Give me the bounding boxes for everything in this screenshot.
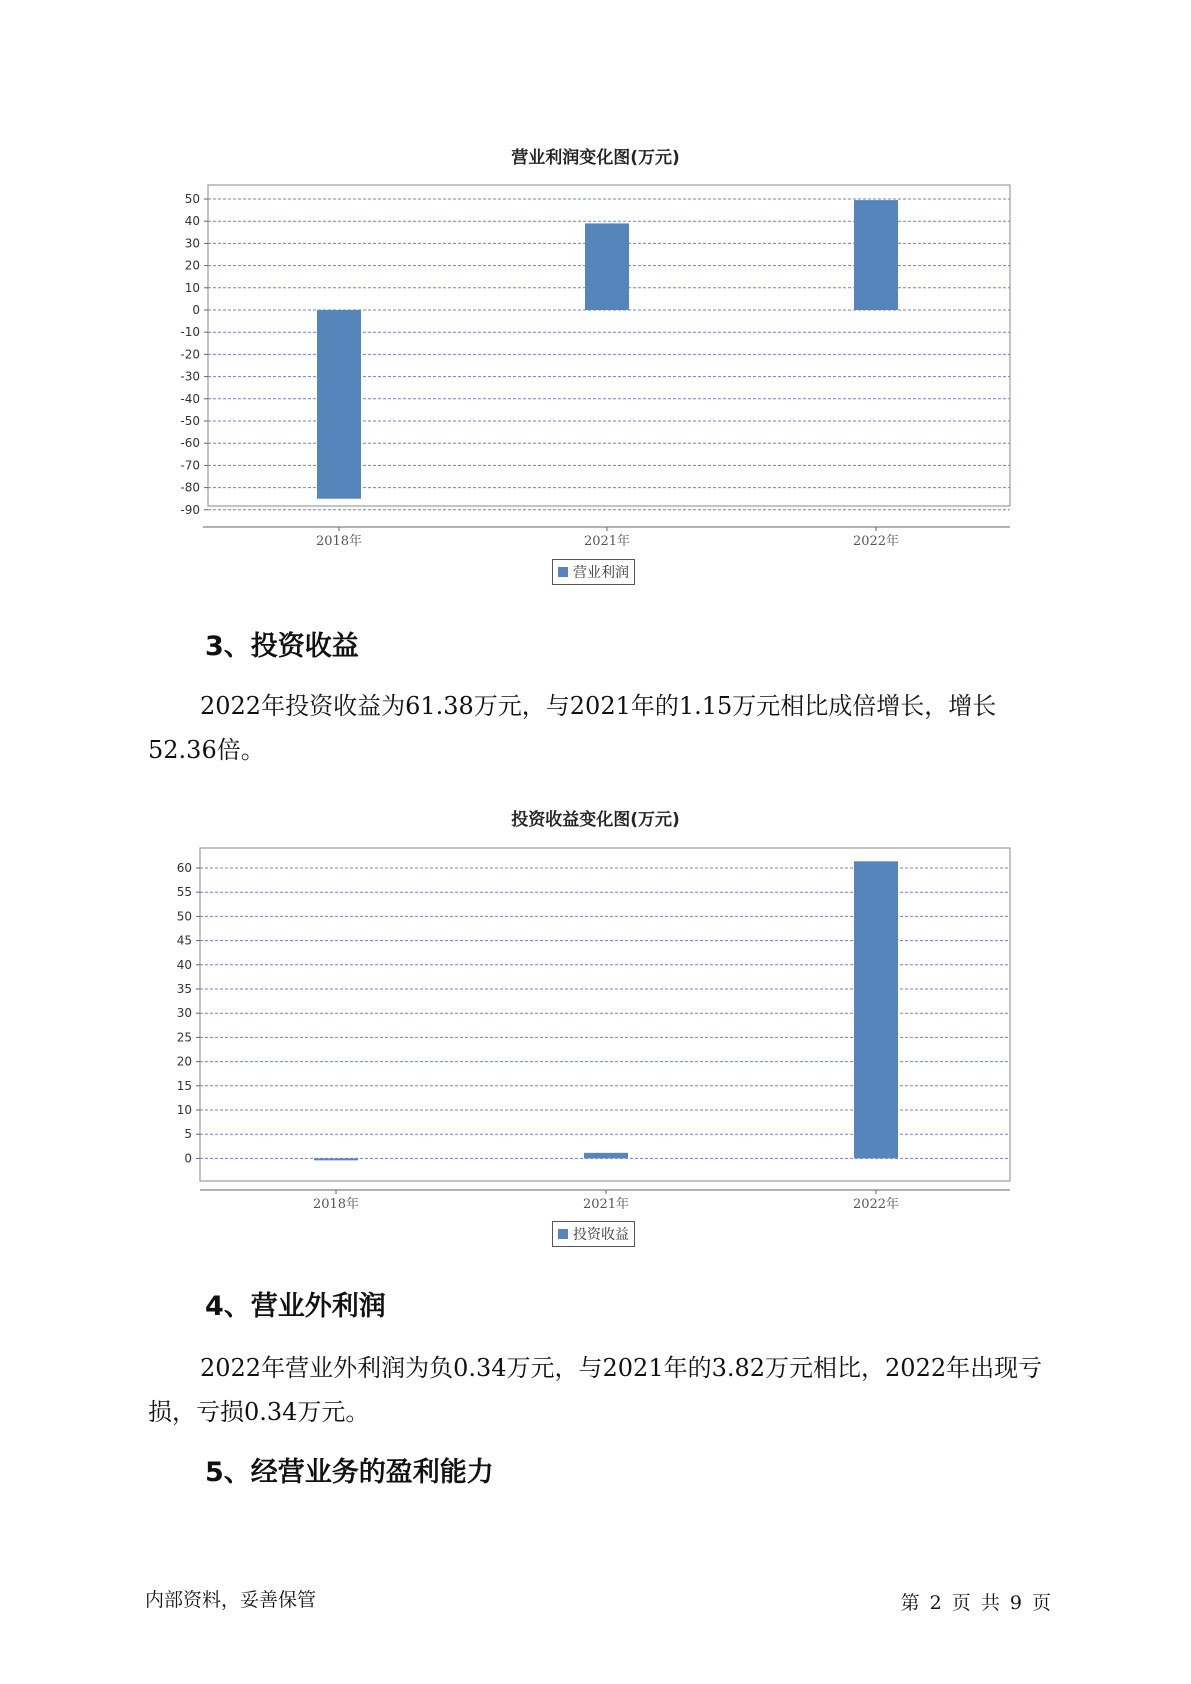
- footer-confidential-note: 内部资料，妥善保管: [145, 1589, 317, 1611]
- bar: [314, 1158, 358, 1160]
- legend-label: 投资收益: [573, 1227, 629, 1243]
- y-tick-label: 0: [184, 1151, 192, 1166]
- investment-income-chart: [0, 840, 1191, 1230]
- bar: [584, 1153, 628, 1159]
- y-tick-label: -60: [180, 436, 200, 451]
- y-tick-label: -80: [180, 480, 200, 495]
- x-tick-label: 2021年: [583, 534, 631, 549]
- footer-page-number: 第 2 页 共 9 页: [900, 1592, 1051, 1614]
- y-tick-label: 30: [176, 1006, 192, 1021]
- bar: [317, 310, 361, 499]
- bar: [854, 200, 898, 310]
- y-tick-label: 45: [176, 933, 192, 948]
- x-tick-label: 2018年: [315, 534, 363, 549]
- y-tick-label: 55: [176, 885, 192, 900]
- y-tick-label: -90: [180, 502, 200, 517]
- bar: [854, 861, 898, 1158]
- y-tick-label: 50: [176, 909, 192, 924]
- y-tick-label: 25: [176, 1030, 192, 1045]
- y-tick-label: -20: [180, 347, 200, 362]
- y-tick-label: -50: [180, 414, 200, 428]
- y-tick-label: -40: [180, 391, 200, 406]
- y-tick-label: -10: [180, 325, 200, 340]
- x-tick-label: 2022年: [852, 534, 900, 549]
- x-tick-label: 2022年: [852, 1197, 900, 1212]
- section-paragraph: 2022年投资收益为61.38万元，与2021年的1.15万元相比成倍增长，增长52.36倍。: [148, 692, 997, 764]
- y-tick-label: 40: [176, 957, 192, 972]
- legend-swatch: [558, 1229, 568, 1239]
- chart-legend: [552, 559, 635, 585]
- section-heading: 4、营业外利润: [205, 1291, 386, 1322]
- y-tick-label: 10: [184, 280, 200, 295]
- y-tick-label: 50: [184, 192, 200, 206]
- x-tick-label: 2018年: [312, 1197, 360, 1212]
- y-tick-label: 20: [184, 258, 200, 273]
- operating-profit-chart: [0, 175, 1191, 595]
- legend-label: 营业利润: [573, 565, 629, 581]
- y-tick-label: 5: [184, 1127, 192, 1142]
- y-tick-label: -70: [180, 458, 200, 473]
- chart-title: 投资收益变化图(万元): [511, 810, 680, 830]
- y-tick-label: 20: [176, 1054, 192, 1069]
- y-tick-label: 40: [184, 214, 200, 229]
- chart-legend: [552, 1221, 635, 1247]
- bar: [585, 223, 629, 310]
- x-tick-label: 2021年: [582, 1197, 630, 1212]
- y-tick-label: 30: [184, 236, 200, 251]
- chart-title: 营业利润变化图(万元): [511, 148, 680, 168]
- section-paragraph: 2022年营业外利润为负0.34万元，与2021年的3.82万元相比，2022年出现亏损，亏损0.34万元。: [148, 1354, 1043, 1426]
- y-tick-label: -30: [180, 369, 200, 384]
- y-tick-label: 60: [176, 861, 192, 875]
- section-heading: 3、投资收益: [205, 631, 359, 662]
- section-heading: 5、经营业务的盈利能力: [205, 1457, 494, 1488]
- y-tick-label: 0: [192, 303, 200, 317]
- y-tick-label: 10: [176, 1103, 192, 1117]
- y-tick-label: 35: [176, 982, 192, 996]
- y-tick-label: 15: [176, 1078, 192, 1093]
- legend-swatch: [558, 567, 568, 577]
